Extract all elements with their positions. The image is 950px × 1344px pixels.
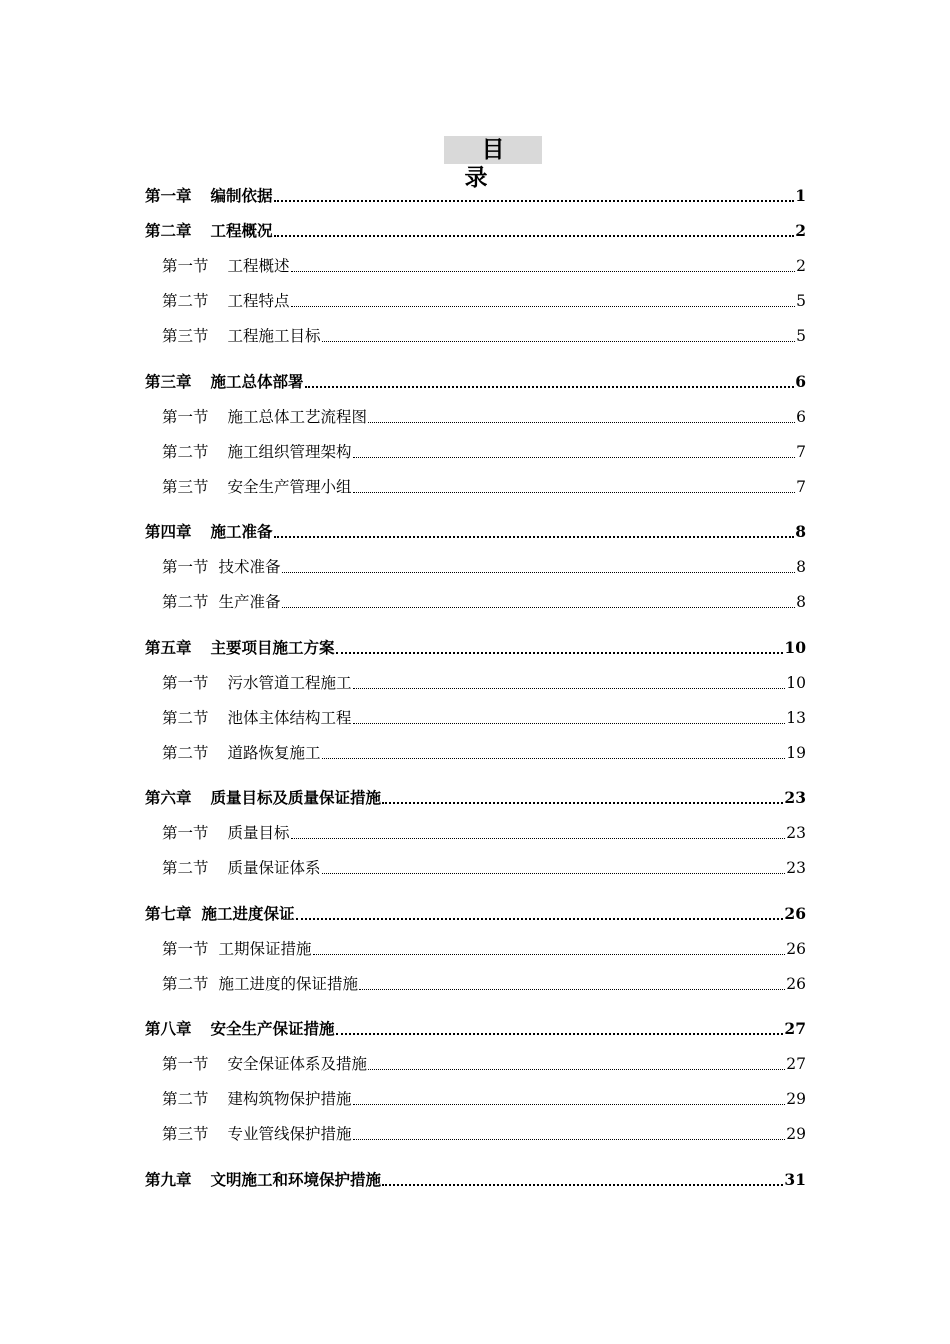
toc-entry-text: 工程概况 xyxy=(210,221,273,240)
toc-dot-leader xyxy=(336,650,784,654)
toc-entry-label xyxy=(145,638,335,658)
toc-entry-label xyxy=(162,939,312,959)
toc-chapter-entry[interactable] xyxy=(145,518,806,542)
toc-entry-number: 第三章 xyxy=(145,372,192,391)
toc-section-entry[interactable] xyxy=(162,252,806,276)
toc-page-number: 10 xyxy=(786,674,806,692)
toc-entry-label xyxy=(145,186,273,206)
toc-section-entry[interactable] xyxy=(162,739,806,763)
toc-page-number: 8 xyxy=(795,522,806,541)
toc-dot-leader xyxy=(368,1068,785,1070)
toc-page-number: 2 xyxy=(795,221,806,240)
toc-entry-number: 第二节 xyxy=(162,709,209,727)
toc-dot-leader xyxy=(274,534,795,538)
toc-entry-number: 第三节 xyxy=(162,1125,209,1143)
toc-entry-number: 第八章 xyxy=(145,1019,192,1038)
toc-chapter-entry[interactable] xyxy=(145,217,806,241)
toc-entry-number: 第一节 xyxy=(162,257,209,275)
toc-entry-number: 第二节 xyxy=(162,859,209,877)
toc-page-number: 6 xyxy=(795,372,806,391)
toc-dot-leader xyxy=(322,340,796,342)
toc-entry-label xyxy=(162,592,281,612)
toc-entry-label xyxy=(162,743,321,763)
toc-entry-label xyxy=(162,1054,367,1074)
toc-entry-label xyxy=(162,326,321,346)
toc-section-entry[interactable] xyxy=(162,287,806,311)
toc-dot-leader xyxy=(291,837,786,839)
toc-page-number: 13 xyxy=(786,709,806,727)
toc-section-entry[interactable] xyxy=(162,935,806,959)
toc-section-entry[interactable] xyxy=(162,588,806,612)
toc-entry-number: 第一节 xyxy=(162,824,209,842)
toc-entry-text: 施工组织管理架构 xyxy=(227,443,352,461)
toc-chapter-entry[interactable] xyxy=(145,900,806,924)
toc-section-entry[interactable] xyxy=(162,970,806,994)
toc-dot-leader xyxy=(359,988,785,990)
toc-dot-leader xyxy=(353,456,796,458)
toc-dot-leader xyxy=(353,1103,786,1105)
toc-entry-label xyxy=(145,221,273,241)
toc-entry-label xyxy=(162,477,352,497)
toc-page-number: 8 xyxy=(796,558,806,576)
toc-entry-number: 第五章 xyxy=(145,638,192,657)
toc-entry-label xyxy=(145,904,295,924)
toc-entry-text: 池体主体结构工程 xyxy=(227,709,352,727)
toc-chapter-entry[interactable] xyxy=(145,634,806,658)
toc-entry-label xyxy=(162,407,367,427)
toc-entry-label xyxy=(162,291,290,311)
toc-entry-number: 第一节 xyxy=(162,558,209,576)
toc-entry-text: 主要项目施工方案 xyxy=(210,638,335,657)
toc-chapter-entry[interactable] xyxy=(145,182,806,206)
toc-entry-number: 第一节 xyxy=(162,408,209,426)
toc-entry-label xyxy=(162,256,290,276)
toc-entry-label xyxy=(162,823,290,843)
toc-entry-text: 编制依据 xyxy=(210,186,273,205)
toc-section-entry[interactable] xyxy=(162,403,806,427)
toc-entry-label xyxy=(145,1019,335,1039)
toc-page-number: 27 xyxy=(786,1055,806,1073)
toc-chapter-entry[interactable] xyxy=(145,784,806,808)
toc-page-number: 6 xyxy=(796,408,806,426)
toc-section-entry[interactable] xyxy=(162,854,806,878)
toc-page-number: 29 xyxy=(786,1125,806,1143)
toc-page-number: 19 xyxy=(786,744,806,762)
toc-entry-text: 技术准备 xyxy=(218,558,281,576)
toc-entry-number: 第一节 xyxy=(162,674,209,692)
toc-entry-label xyxy=(162,858,321,878)
toc-entry-number: 第二章 xyxy=(145,221,192,240)
toc-dot-leader xyxy=(274,233,795,237)
toc-section-entry[interactable] xyxy=(162,473,806,497)
toc-entry-text: 质量保证体系 xyxy=(227,859,321,877)
toc-dot-leader xyxy=(353,722,786,724)
toc-page-number: 2 xyxy=(796,257,806,275)
toc-entry-number: 第二节 xyxy=(162,975,209,993)
toc-entry-text: 生产准备 xyxy=(218,593,281,611)
toc-entry-number: 第三节 xyxy=(162,478,209,496)
toc-entry-label xyxy=(145,522,273,542)
toc-dot-leader xyxy=(353,491,796,493)
toc-page-number: 23 xyxy=(786,859,806,877)
toc-entry-text: 专业管线保护措施 xyxy=(227,1125,352,1143)
toc-dot-leader xyxy=(322,757,786,759)
toc-dot-leader xyxy=(291,305,796,307)
toc-entry-text: 施工总体部署 xyxy=(210,372,304,391)
toc-page-number: 29 xyxy=(786,1090,806,1108)
toc-dot-leader xyxy=(336,1031,784,1035)
toc-entry-number: 第二节 xyxy=(162,593,209,611)
toc-page-number: 27 xyxy=(784,1019,806,1038)
toc-entry-text: 工程施工目标 xyxy=(227,327,321,345)
toc-entry-text: 建构筑物保护措施 xyxy=(227,1090,352,1108)
toc-entry-label xyxy=(162,1089,352,1109)
toc-page-number: 5 xyxy=(796,327,806,345)
toc-entry-text: 工程概述 xyxy=(227,257,290,275)
toc-entry-label xyxy=(145,372,304,392)
toc-section-entry[interactable] xyxy=(162,322,806,346)
toc-entry-label xyxy=(145,1170,381,1190)
toc-page-number: 8 xyxy=(796,593,806,611)
toc-entry-text: 施工总体工艺流程图 xyxy=(227,408,368,426)
toc-entry-text: 质量目标及质量保证措施 xyxy=(210,788,382,807)
toc-dot-leader xyxy=(296,916,784,920)
toc-entry-text: 安全保证体系及措施 xyxy=(227,1055,368,1073)
toc-entry-label xyxy=(145,788,381,808)
toc-section-entry[interactable] xyxy=(162,1050,806,1074)
toc-section-entry[interactable] xyxy=(162,704,806,728)
toc-page-number: 1 xyxy=(795,186,806,205)
toc-page-number: 26 xyxy=(786,940,806,958)
toc-page-number: 5 xyxy=(796,292,806,310)
toc-entry-label xyxy=(162,974,358,994)
toc-page-number: 7 xyxy=(796,478,806,496)
toc-entry-label xyxy=(162,673,352,693)
toc-dot-leader xyxy=(274,198,795,202)
toc-entry-number: 第一章 xyxy=(145,186,192,205)
toc-entry-number: 第七章 xyxy=(145,904,192,923)
toc-entry-text: 施工进度的保证措施 xyxy=(218,975,359,993)
toc-entry-text: 道路恢复施工 xyxy=(227,744,321,762)
toc-entry-number: 第二节 xyxy=(162,744,209,762)
toc-page-number: 10 xyxy=(784,638,806,657)
toc-entry-text: 工程特点 xyxy=(227,292,290,310)
toc-chapter-entry[interactable] xyxy=(145,1015,806,1039)
toc-entry-text: 文明施工和环境保护措施 xyxy=(210,1170,382,1189)
toc-section-entry[interactable] xyxy=(162,438,806,462)
toc-entry-text: 污水管道工程施工 xyxy=(227,674,352,692)
toc-entry-number: 第二节 xyxy=(162,443,209,461)
toc-dot-leader xyxy=(382,1182,783,1186)
toc-entry-label xyxy=(162,557,281,577)
toc-dot-leader xyxy=(282,571,796,573)
toc-entry-label xyxy=(162,1124,352,1144)
toc-dot-leader xyxy=(313,953,786,955)
toc-entry-number: 第九章 xyxy=(145,1170,192,1189)
toc-section-entry[interactable] xyxy=(162,1085,806,1109)
toc-entry-number: 第一节 xyxy=(162,940,209,958)
toc-entry-number: 第二节 xyxy=(162,1090,209,1108)
toc-entry-text: 安全生产保证措施 xyxy=(210,1019,335,1038)
toc-entry-text: 质量目标 xyxy=(227,824,290,842)
page-title: 目录 xyxy=(444,136,542,164)
toc-page-number: 23 xyxy=(784,788,806,807)
toc-page-number: 31 xyxy=(784,1170,806,1189)
toc-dot-leader xyxy=(305,384,795,388)
toc-section-entry[interactable] xyxy=(162,669,806,693)
toc-entry-text: 安全生产管理小组 xyxy=(227,478,352,496)
toc-entry-number: 第二节 xyxy=(162,292,209,310)
toc-section-entry[interactable] xyxy=(162,1120,806,1144)
toc-dot-leader xyxy=(322,872,786,874)
toc-entry-text: 施工准备 xyxy=(210,522,273,541)
toc-section-entry[interactable] xyxy=(162,819,806,843)
toc-page-number: 26 xyxy=(786,975,806,993)
toc-entry-text: 工期保证措施 xyxy=(218,940,312,958)
toc-entry-number: 第三节 xyxy=(162,327,209,345)
toc-section-entry[interactable] xyxy=(162,553,806,577)
toc-entry-number: 第一节 xyxy=(162,1055,209,1073)
toc-dot-leader xyxy=(282,606,796,608)
toc-dot-leader xyxy=(382,800,783,804)
toc-dot-leader xyxy=(353,687,786,689)
toc-dot-leader xyxy=(291,270,796,272)
toc-entry-label xyxy=(162,442,352,462)
toc-dot-leader xyxy=(353,1138,786,1140)
toc-chapter-entry[interactable] xyxy=(145,368,806,392)
toc-entry-text: 施工进度保证 xyxy=(201,904,295,923)
toc-page-number: 26 xyxy=(784,904,806,923)
toc-dot-leader xyxy=(368,421,795,423)
toc-entry-number: 第四章 xyxy=(145,522,192,541)
toc-entry-number: 第六章 xyxy=(145,788,192,807)
toc-entry-label xyxy=(162,708,352,728)
toc-page-number: 23 xyxy=(786,824,806,842)
toc-chapter-entry[interactable] xyxy=(145,1166,806,1190)
toc-page-number: 7 xyxy=(796,443,806,461)
